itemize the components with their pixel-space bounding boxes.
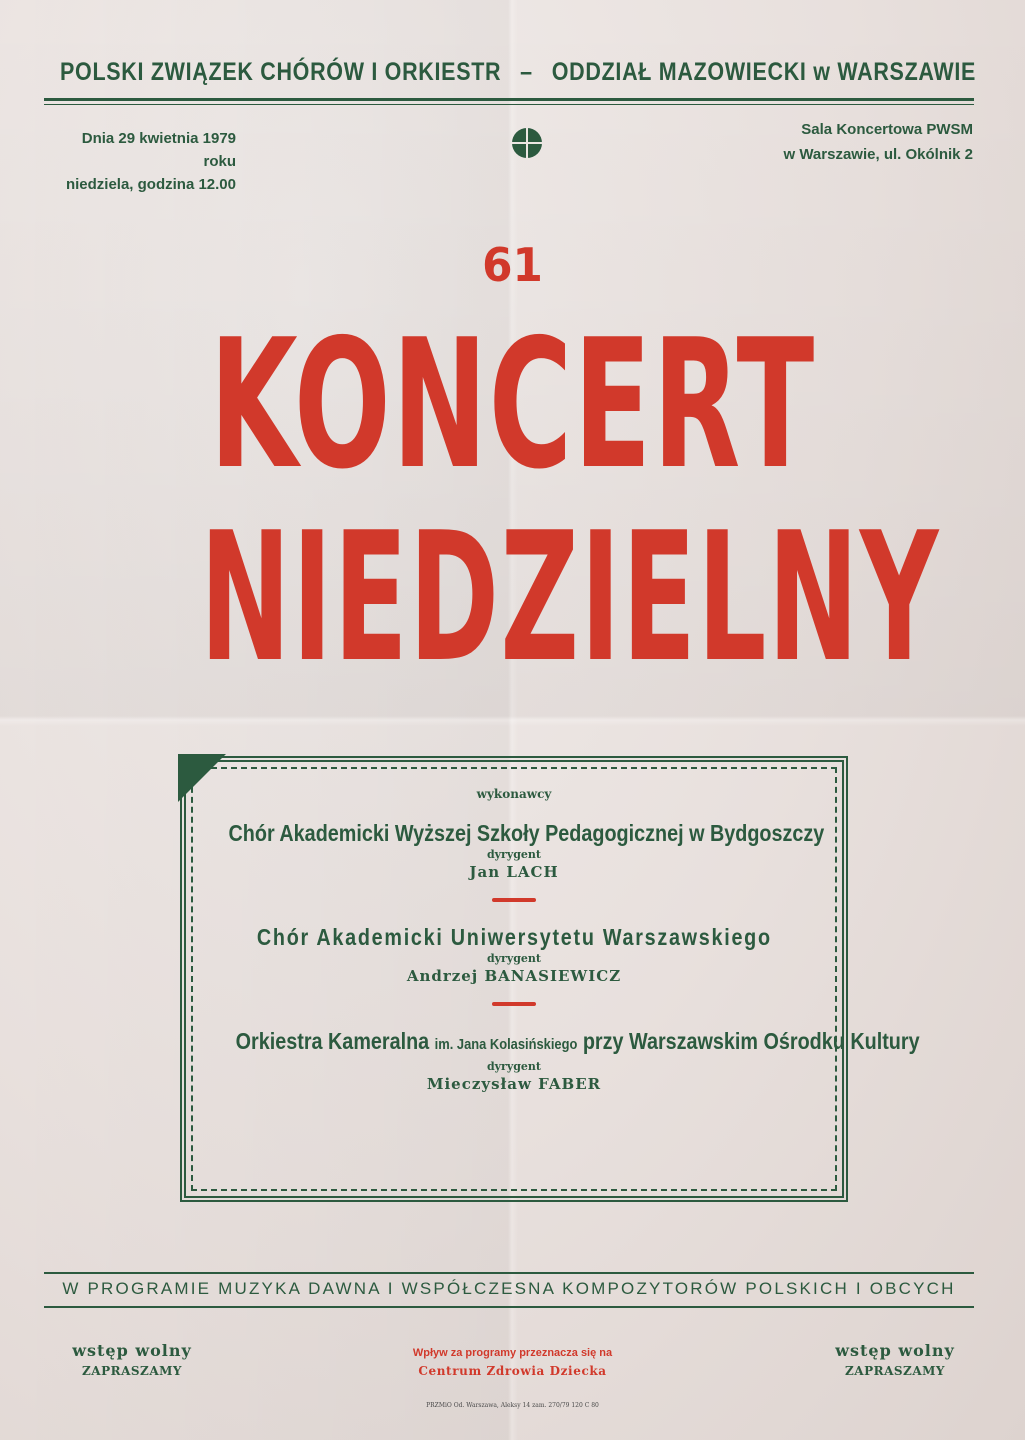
- header-separator: –: [520, 58, 533, 86]
- venue-address: w Warszawie, ul. Okólnik 2: [783, 146, 973, 163]
- conductor-name: Mieczysław FABER: [426, 1075, 602, 1093]
- free-entry-text: wstęp wolny: [835, 1341, 955, 1360]
- venue-block: [713, 117, 973, 167]
- conductor-label: dyrygent: [486, 1060, 542, 1073]
- organization-header: [60, 58, 977, 87]
- performer-group-name: [236, 1026, 920, 1060]
- header-rule-thin: [44, 104, 974, 105]
- concert-number: 61: [482, 238, 543, 292]
- conductor-name: Jan LACH: [469, 863, 559, 881]
- proceeds-line: Wpływ za programy przeznacza się na: [412, 1347, 613, 1359]
- invitation-text: ZAPRASZAMY: [845, 1364, 945, 1378]
- orchestra-patron: im. Jana Kolasińskiego: [434, 1036, 578, 1053]
- organization-name: POLSKI ZWIĄZEK CHÓRÓW I ORKIESTR: [60, 58, 502, 86]
- program-rule-bottom: [44, 1306, 974, 1308]
- venue-name: Sala Koncertowa PWSM: [801, 121, 973, 138]
- header-rule: [44, 98, 974, 101]
- performers-list: [180, 786, 920, 1094]
- title-niedzielny: NIEDZIELNY: [199, 494, 940, 701]
- date-block: [48, 127, 236, 196]
- orchestra-affiliation: przy Warszawskim Ośrodku Kultury: [582, 1028, 920, 1054]
- title-koncert: KONCERT: [209, 301, 816, 508]
- performers-caption: wykonawcy: [476, 787, 552, 801]
- program-rule-top: [44, 1272, 974, 1274]
- emblem-dot-icon: [512, 128, 542, 158]
- conductor-label: dyrygent: [486, 848, 542, 861]
- free-entry-text: wstęp wolny: [72, 1341, 192, 1360]
- entry-info-right: [805, 1340, 985, 1380]
- invitation-text: ZAPRASZAMY: [82, 1364, 182, 1378]
- conductor-name: Andrzej BANASIEWICZ: [406, 967, 622, 985]
- conductor-label: dyrygent: [486, 952, 542, 965]
- printer-imprint: PRZMiO Od. Warszawa, Aleksy 14 zam. 270/79 120 C 80: [426, 1402, 599, 1409]
- entry-info-left: [42, 1340, 222, 1380]
- proceeds-note: [300, 1344, 725, 1380]
- organization-branch: ODDZIAŁ MAZOWIECKI w WARSZAWIE: [551, 58, 977, 86]
- program-description: W PROGRAMIE MUZYKA DAWNA I WSPÓŁCZESNA KOMPOZYTORÓW POLSKICH I OBCYCH: [62, 1279, 956, 1298]
- performer-group-name: Chór Akademicki Uniwersytetu Warszawskiego: [256, 924, 772, 950]
- orchestra-name: Orkiestra Kameralna: [235, 1028, 430, 1054]
- beneficiary-name: Centrum Zdrowia Dziecka: [418, 1364, 607, 1378]
- event-date: Dnia 29 kwietnia 1979 roku: [81, 130, 236, 170]
- performer-group-name: Chór Akademicki Wyższej Szkoły Pedagogicznej w Bydgoszczy: [228, 820, 825, 846]
- event-time: niedziela, godzina 12.00: [65, 176, 236, 193]
